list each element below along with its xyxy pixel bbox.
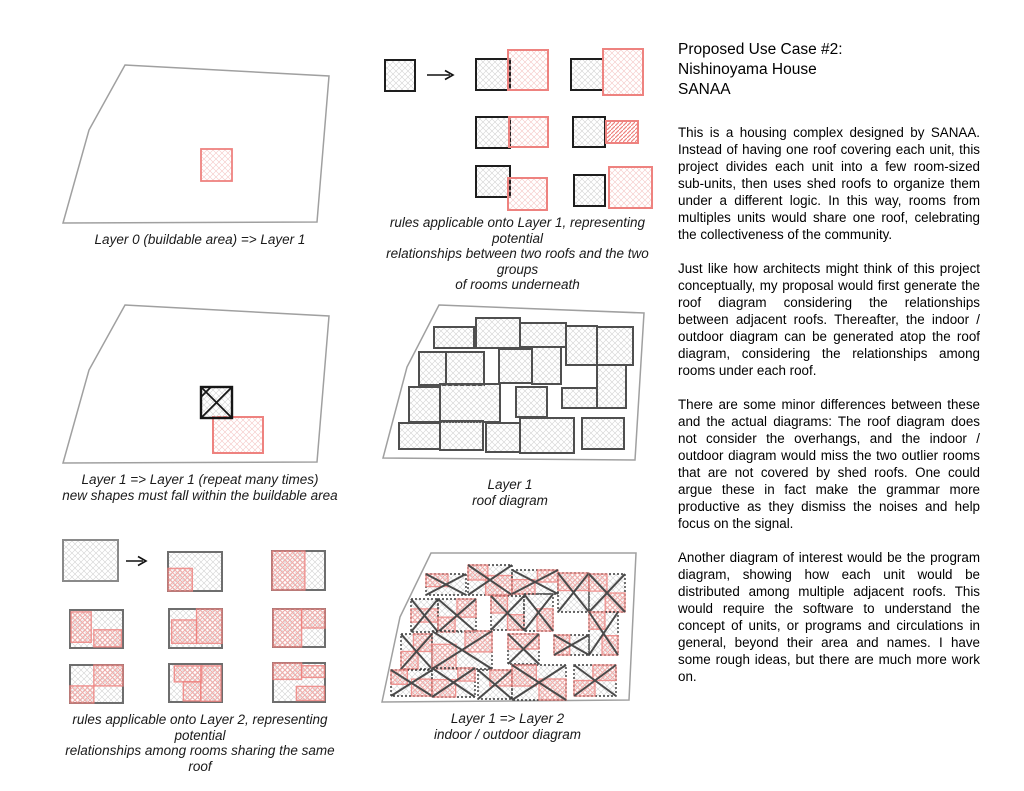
title-line: Nishinoyama House: [678, 61, 817, 78]
indoor-outdoor-diagram: [370, 545, 645, 707]
title-line: SANAA: [678, 81, 731, 98]
paragraph-4: Another diagram of interest would be the program diagram, showing how each unit would be distributed among multiple adjacent roofs. This would require the software to understand the concept of units, or programs and circulations in general, beyond their area and names. I have some rough ideas, but there are much more work on.: [678, 550, 980, 684]
caption-line: Layer 0 (buildable area) => Layer 1: [94, 232, 306, 247]
layer1-repeat-diagram: [60, 285, 340, 475]
rule1-diagram: [375, 38, 660, 212]
caption-line: Layer 1: [487, 477, 533, 492]
caption-line: rules applicable onto Layer 1, representing potential: [389, 215, 646, 246]
figure-rule2: [60, 535, 340, 774]
caption-line: new shapes must fall within the buildable area: [62, 487, 338, 503]
caption-line: relationships between two roofs and the two groups: [386, 246, 649, 277]
paragraph-2: Just like how architects might think of this project conceptually, my proposal would first generate the roof diagram considering the relationships between adjacent roofs. Thereafter, the indoor / outdoor diagram can be generated atop the roof diagram, considering the relationships among rooms under each roof.: [678, 261, 980, 378]
figure-indoor: [370, 545, 645, 760]
layer0-diagram: [60, 45, 340, 235]
figure-roof: [375, 295, 645, 515]
caption-line: roof diagram: [472, 492, 548, 508]
caption-roof: [375, 477, 645, 508]
figure-layer0: [60, 45, 340, 260]
paragraph-1: This is a housing complex designed by SANAA. Instead of having one roof covering each unit, this project divides each unit into a few room-sized sub-units, then uses shed roofs to organize them under a different logic. In this way, rooms from multiples units would share one roof, celebrating the collectiveness of the community.: [678, 125, 980, 242]
paragraph-3: There are some minor differences between these and the actual diagrams: The roof diagram does not consider the overhangs, and the indoor / outdoor diagram would miss the two outlier rooms that are not covered by shed roofs. One could argue these in fact make the grammar more productive as they dismiss the noises and help focus on the signal.: [678, 397, 980, 531]
rule2-diagram: [60, 535, 340, 707]
caption-line: rules applicable onto Layer 2, representing potential: [72, 712, 328, 743]
text-column: [678, 40, 980, 702]
caption-rule2: [60, 712, 340, 774]
page-title: [678, 40, 980, 100]
caption-line: indoor / outdoor diagram: [433, 726, 582, 742]
title-line: Proposed Use Case #2:: [678, 41, 843, 58]
caption-layer1-repeat: [60, 472, 340, 503]
caption-line: Layer 1 => Layer 1 (repeat many times): [81, 472, 319, 487]
figure-rule1: [375, 38, 660, 292]
caption-indoor: [370, 711, 645, 742]
caption-line: relationships among rooms sharing the same roof: [65, 743, 335, 774]
caption-line: of rooms underneath: [455, 277, 580, 292]
caption-layer0: [60, 232, 340, 248]
caption-rule1: [375, 215, 660, 293]
roof-diagram: [375, 295, 645, 467]
figure-layer1-repeat: [60, 285, 340, 505]
caption-line: Layer 1 => Layer 2: [450, 711, 565, 726]
